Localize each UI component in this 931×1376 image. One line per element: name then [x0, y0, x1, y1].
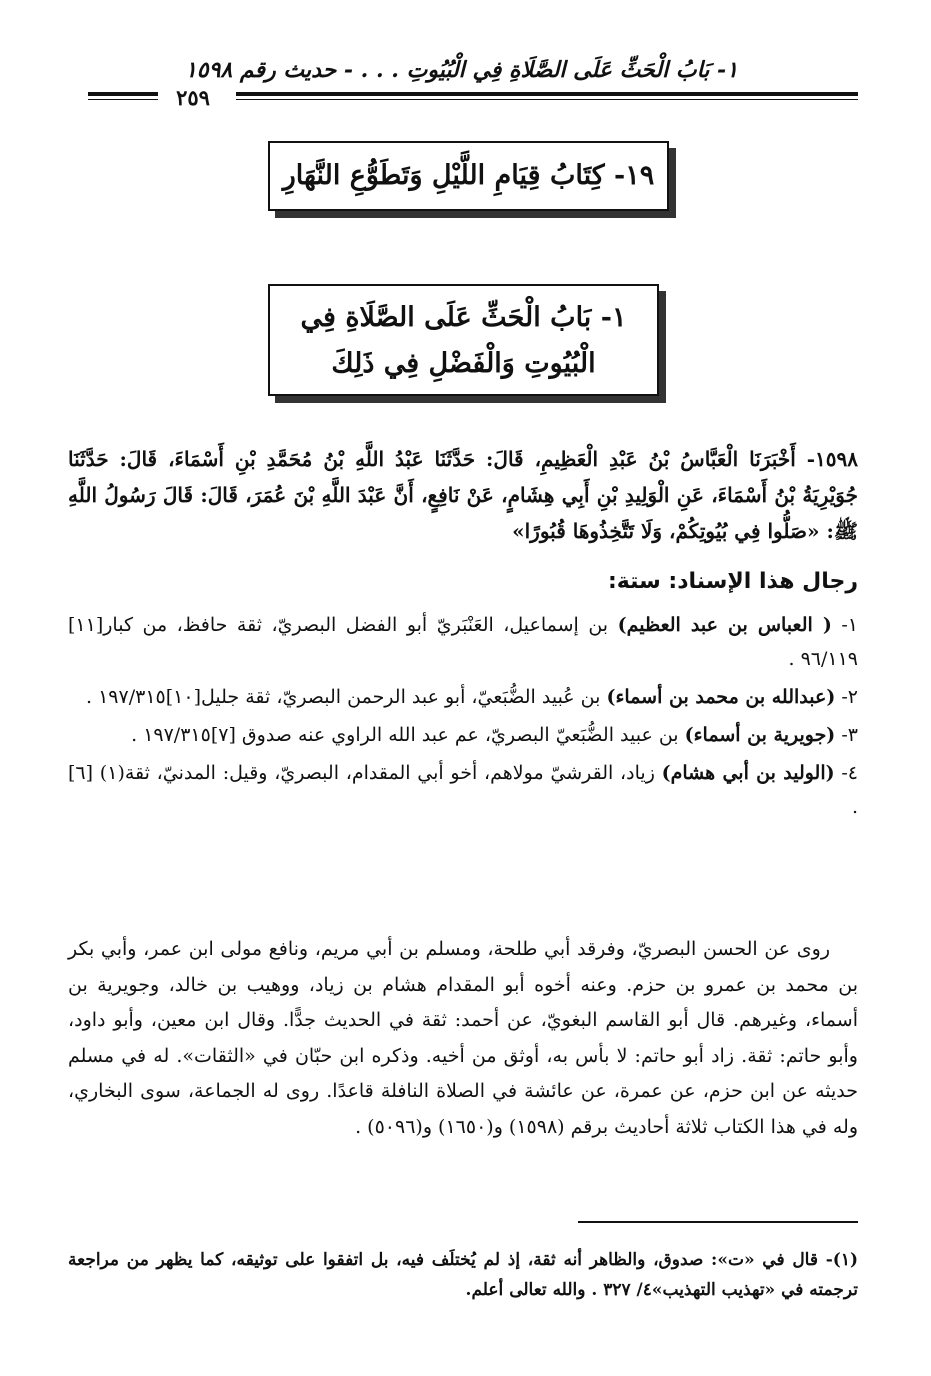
footnote-separator — [578, 1221, 858, 1223]
narrator-details: بن إسماعيل، العَنْبَريّ أبو الفضل البصريّ، ثقة حافظ، من كبار[١١] ٩٦/١١٩ . — [68, 614, 858, 670]
narrator-entry — [68, 718, 858, 752]
narrator-number: ٢- — [835, 686, 858, 708]
narrator-name: (جويرية بن أسماء) — [684, 724, 836, 746]
narrator-number: ٣- — [835, 724, 858, 746]
header-rule-thin — [236, 99, 858, 100]
chapter-title — [268, 284, 659, 396]
running-header: ١- بَابُ الْحَثِّ عَلَى الصَّلَاةِ فِي الْبُيُوتِ . . . - حديث رقم ١٥٩٨ — [184, 57, 739, 83]
narrator-entry — [68, 680, 858, 714]
narrator-entry — [68, 608, 858, 676]
footnote: (١)- قال في «ت»: صدوق، والظاهر أنه ثقة، إذ لم يُختلَف فيه، بل اتفقوا على توثيقه، كما يظهر من مراجعة ترجمته في «تهذيب التهذيب»٤/ ٣٢٧ . والله تعالى أعلم. — [68, 1250, 858, 1300]
narrator-number: ١- — [831, 614, 858, 636]
page-number-rule-thin — [88, 99, 158, 100]
book-title: ١٩- كِتَابُ قِيَامِ اللَّيْلِ وَتَطَوُّعِ النَّهَارِ — [268, 141, 669, 211]
page-number-rule — [88, 92, 158, 96]
narrator-name: (الوليد بن أبي هشام) — [661, 762, 835, 784]
narrator-details: بن عُبيد الضُّبَعيّ، أبو عبد الرحمن البصريّ، ثقة جليل[١٠]١٩٧/٣١٥ . — [86, 686, 607, 708]
chapter-title-line1: ١- بَابُ الْحَثِّ عَلَى الصَّلَاةِ فِي — [300, 302, 627, 333]
chapter-title-line2: الْبُيُوتِ وَالْفَضْلِ فِي ذَلِكَ — [331, 348, 596, 379]
narrator-name: (عبدالله بن محمد بن أسماء) — [606, 686, 836, 708]
narrator-details: بن عبيد الضُّبَعيّ البصريّ، عم عبد الله الراوي عنه صدوق [٧]١٩٧/٣١٥ . — [131, 724, 685, 746]
narrator-list — [68, 608, 858, 828]
narrator-name: ( العباس بن عبد العظيم) — [617, 614, 832, 636]
narrator-details: زياد، القرشيّ مولاهم، أخو أبي المقدام، البصريّ، وقيل: المدنيّ، ثقة(١) [٦] . — [68, 762, 858, 818]
narrator-biography — [68, 932, 858, 1145]
narrator-number: ٤- — [834, 762, 858, 784]
page-number: ٢٥٩ — [176, 85, 210, 110]
rijal-heading: رجال هذا الإسناد: ستة: — [608, 569, 858, 594]
header-rule — [236, 92, 858, 96]
hadith-text: ١٥٩٨- أَخْبَرَنَا الْعَبَّاسُ بْنُ عَبْدِ الْعَظِيمِ، قَالَ: حَدَّثَنَا عَبْدُ اللَّهِ بْنُ مُحَمَّدِ بْنِ أَسْمَاءَ، قَالَ: حَدَّثَنَا جُوَيْرِيَةُ بْنُ أَسْمَاءَ، عَنِ الْوَلِيدِ بْنِ أَبِي هِشَامٍ، عَنْ نَافِعٍ، أَنَّ عَبْدَ اللَّهِ بْنَ عُمَرَ، قَالَ: قَالَ رَسُولُ اللَّهِ ﷺ: «صَلُّوا فِي بُيُوتِكُمْ، وَلَا تَتَّخِذُوهَا قُبُورًا» — [68, 447, 858, 543]
biography-paragraph: روى عن الحسن البصريّ، وفرقد أبي طلحة، ومسلم بن أبي مريم، ونافع مولى ابن عمر، وأبي بكر بن محمد بن عمرو بن حزم. وعنه أخوه أبو المقدام هشام بن زياد، ووهيب بن خالد، وجويرية بن أسماء، وغيرهم. قال أبو القاسم البغويّ، عن أحمد: ثقة في الحديث جدًّا. وقال ابن معين، وأبو داود، وأبو حاتم: ثقة. زاد أبو حاتم: لا بأس به، أوثق من أخيه. وذكره ابن حبّان في «الثقات». له في مسلم حديثه عن ابن حزم، عن عمرة، عن عائشة في الصلاة النافلة قاعدًا. روى له الجماعة، سوى البخاري، وله في هذا الكتاب ثلاثة أحاديث برقم (١٥٩٨) و(١٦٥٠) و(٥٠٩٦) . — [68, 938, 858, 1138]
narrator-entry — [68, 756, 858, 824]
